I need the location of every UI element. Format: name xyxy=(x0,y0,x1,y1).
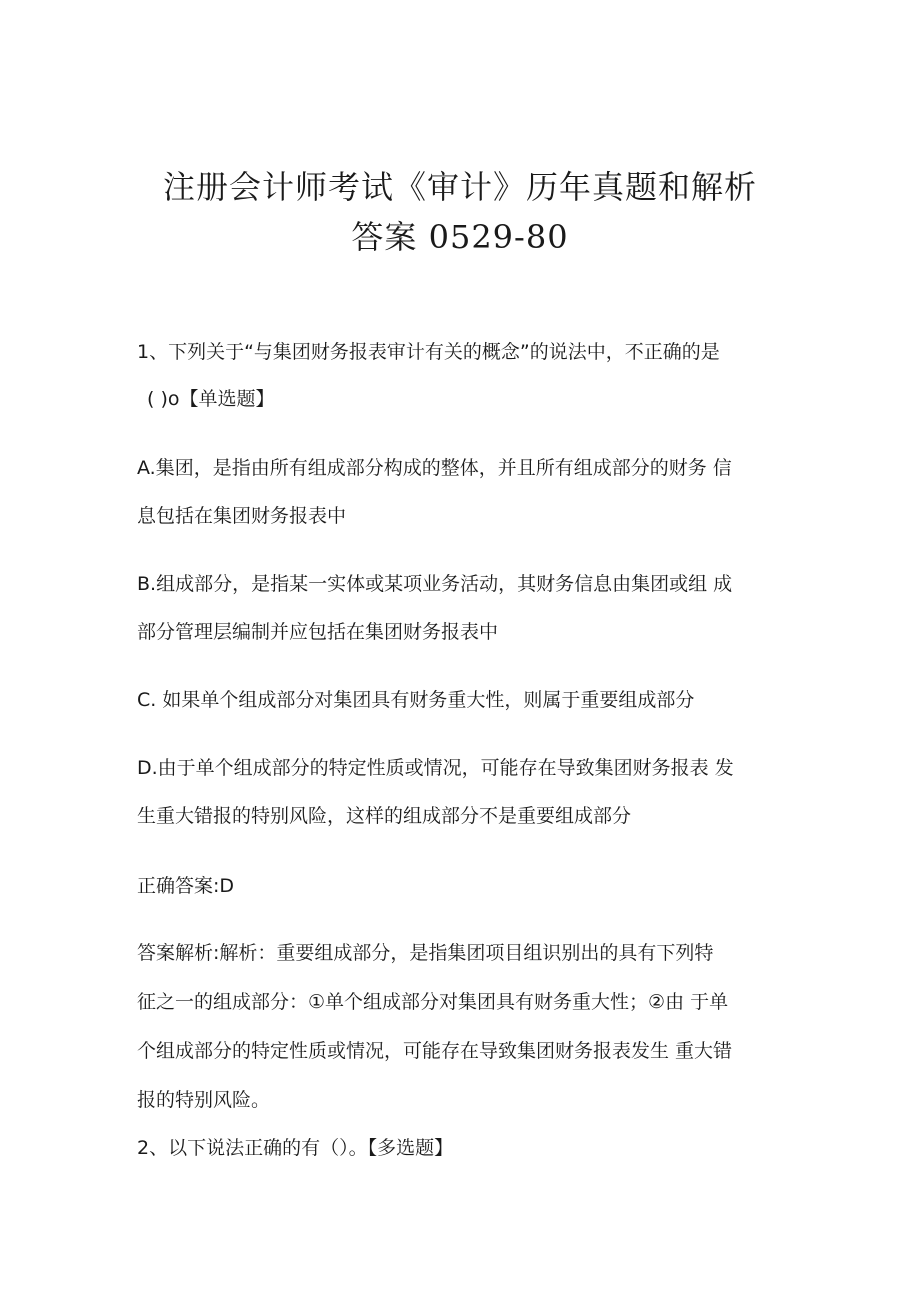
option-b-line-2: 部分管理层编制并应包括在集团财务报表中 xyxy=(137,621,499,643)
question-1-type: ( )o【单选题】 xyxy=(147,388,275,410)
analysis-line-4: 报的特别风险。 xyxy=(137,1089,271,1111)
analysis-line-1: 答案解析:解析：重要组成部分，是指集团项目组识别出的具有下列特 xyxy=(137,942,714,964)
analysis-line-2: 征之一的组成部分：①单个组成部分对集团具有财务重大性；②由 于单 xyxy=(137,991,729,1013)
document-title-line-1: 注册会计师考试《审计》历年真题和解析 xyxy=(162,168,757,206)
correct-answer: 正确答案:D xyxy=(137,875,235,897)
option-d-line-2: 生重大错报的特别风险，这样的组成部分不是重要组成部分 xyxy=(137,805,632,827)
question-2-stem: 2、以下说法正确的有（）。【多选题】 xyxy=(137,1137,454,1159)
option-c: C. 如果单个组成部分对集团具有财务重大性，则属于重要组成部分 xyxy=(137,689,695,711)
analysis-line-3: 个组成部分的特定性质或情况，可能存在导致集团财务报表发生 重大错 xyxy=(137,1040,733,1062)
document-title-line-2: 答案 0529-80 xyxy=(351,218,569,256)
question-1-stem: 1、下列关于“与集团财务报表审计有关的概念”的说法中，不正确的是 xyxy=(137,341,720,363)
option-d-line-1: D.由于单个组成部分的特定性质或情况，可能存在导致集团财务报表 发 xyxy=(137,757,734,779)
option-a-line-2: 息包括在集团财务报表中 xyxy=(137,505,347,527)
option-a-line-1: A.集团，是指由所有组成部分构成的整体，并且所有组成部分的财务 信 xyxy=(137,457,732,479)
option-b-line-1: B.组成部分，是指某一实体或某项业务活动，其财务信息由集团或组 成 xyxy=(137,573,733,595)
